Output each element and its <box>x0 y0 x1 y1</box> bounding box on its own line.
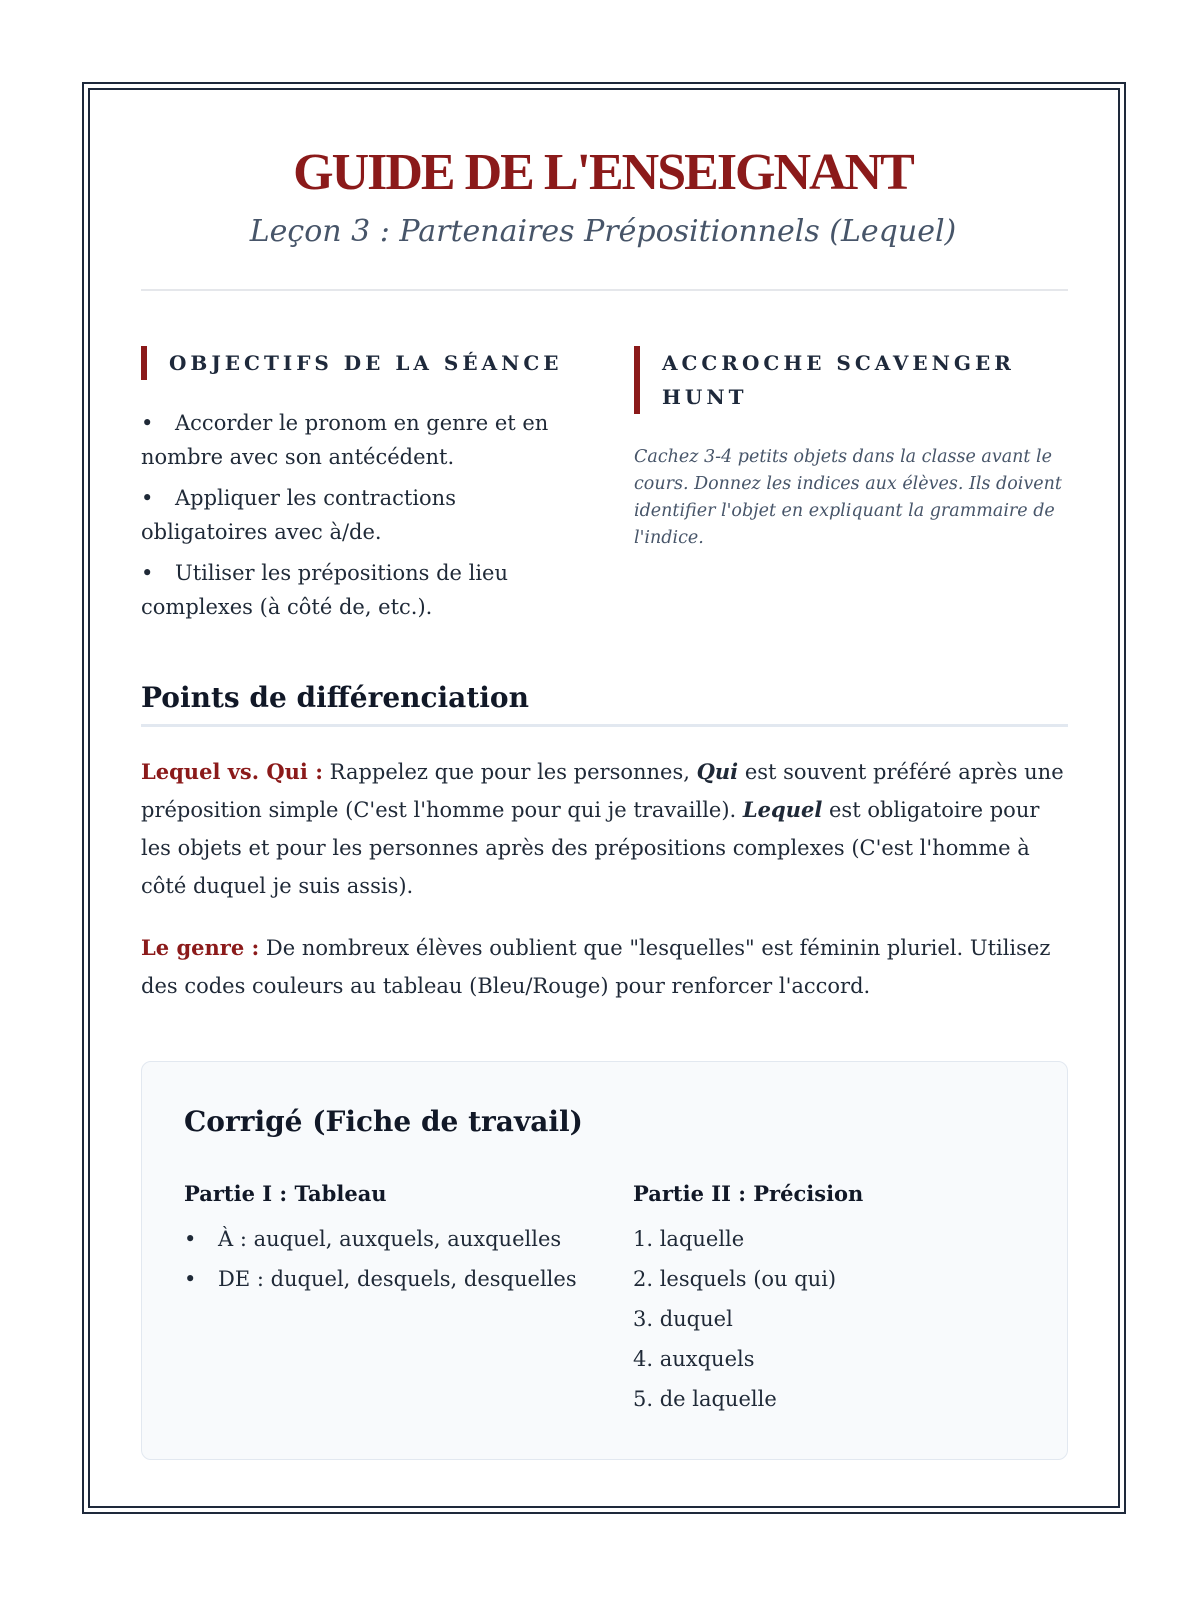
objective-text: Utiliser les prépositions de lieu complexes (à côté de, etc.). <box>141 561 508 619</box>
lequel-vs-qui-paragraph <box>141 753 1068 905</box>
answer-part-1 <box>184 1178 584 1302</box>
bullet-icon: • <box>184 1267 197 1291</box>
bullet-icon: • <box>141 561 154 585</box>
answer-key-box <box>141 1061 1068 1460</box>
paragraph-text: est souvent préféré après une préposition simple (C'est l'homme pour qui je travaille). <box>141 760 1064 822</box>
part-1-list <box>184 1222 584 1296</box>
paragraph-lead: Lequel vs. Qui : <box>141 759 323 784</box>
answer-text: DE : duquel, desquels, desquelles <box>218 1267 577 1291</box>
differentiation-title: Points de différenciation <box>141 678 1068 727</box>
list-item: 3. duquel <box>633 1307 733 1331</box>
objective-text: Appliquer les contractions obligatoires avec à/de. <box>141 486 456 544</box>
bullet-icon: • <box>141 486 154 510</box>
objectives-list <box>141 406 581 624</box>
part-2-heading: Partie II : Précision <box>633 1181 864 1206</box>
paragraph-lead: Le genre : <box>141 935 260 960</box>
paragraph-text: De nombreux élèves oublient que "lesquelles" est féminin pluriel. Utilisez des codes couleurs au tableau (Bleu/Rouge) pour renforcer l'accord. <box>141 936 1051 998</box>
bullet-icon: • <box>141 411 154 435</box>
objectives-heading: OBJECTIFS DE LA SÉANCE <box>141 346 581 380</box>
list-item: 2. lesquels (ou qui) <box>633 1267 837 1291</box>
list-item: 4. auxquels <box>633 1347 755 1371</box>
objectives-section <box>141 346 581 631</box>
answer-part-2 <box>633 1178 1033 1422</box>
emphasis-lequel: Lequel <box>742 797 823 822</box>
genre-paragraph <box>141 929 1068 1005</box>
objective-text: Accorder le pronom en genre et en nombre avec son antécédent. <box>141 411 549 469</box>
part-2-list <box>633 1222 1033 1416</box>
list-item <box>141 481 581 549</box>
emphasis-qui: Qui <box>696 759 739 784</box>
list-item <box>184 1262 584 1296</box>
page-header <box>138 140 1068 252</box>
lesson-subtitle: Leçon 3 : Partenaires Prépositionnels (Lequel) <box>249 214 957 249</box>
differentiation-section <box>141 678 1068 1026</box>
hook-section <box>634 346 1074 552</box>
list-item <box>141 556 581 624</box>
paragraph-text: Rappelez que pour les personnes, <box>322 760 697 784</box>
list-item: 5. de laquelle <box>633 1387 777 1411</box>
list-item: 1. laquelle <box>633 1227 745 1251</box>
list-item <box>184 1222 584 1256</box>
bullet-icon: • <box>184 1227 197 1251</box>
answer-key-title: Corrigé (Fiche de travail) <box>184 1105 583 1138</box>
page-title: GUIDE DE L'ENSEIGNANT <box>293 144 913 201</box>
paragraph-text: est obligatoire pour les objets et pour les personnes après des prépositions complexes (C'est l'homme à côté duquel je suis assis). <box>141 798 1040 898</box>
list-item <box>141 406 581 474</box>
part-1-heading: Partie I : Tableau <box>184 1181 387 1206</box>
hook-heading: ACCROCHE SCAVENGER HUNT <box>634 346 1074 414</box>
hook-text: Cachez 3-4 petits objets dans la classe avant le cours. Donnez les indices aux élèves. Ils doivent identifier l'objet en expliquant la grammaire de l'indice. <box>634 447 1062 548</box>
header-divider <box>141 289 1068 291</box>
answer-text: À : auquel, auxquels, auxquelles <box>218 1227 562 1251</box>
